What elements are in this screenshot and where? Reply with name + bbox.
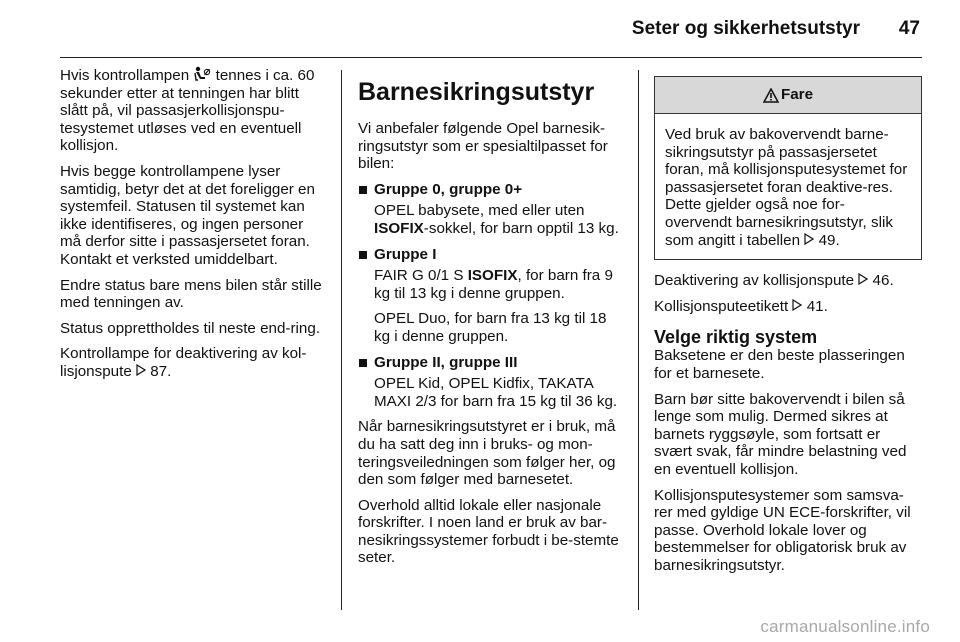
paragraph: Endre status bare mens bilen står stille med tenningen av. xyxy=(60,276,322,312)
page-number: 47 xyxy=(898,18,920,39)
xref-arrow-icon xyxy=(804,233,814,245)
warning-body: Ved bruk av bakovervendt barne-sikringsutstyr på passasjersetet foran, må kollisjonsputesystemet for passasjersetet foran deaktive-res. Dette gjelder også noe for-overvendt barnesikringsutstyr, slik som angitt i tabellen 49. xyxy=(665,126,908,249)
xref-arrow-icon xyxy=(858,273,868,285)
warning-box xyxy=(654,76,922,260)
section-heading: Barnesikringsutstyr xyxy=(358,78,595,106)
bullet-text: FAIR G 0/1 S ISOFIX, for barn fra 9 kg til 13 kg i denne gruppen. xyxy=(374,267,613,302)
bullet-text: OPEL Kid, OPEL Kidfix, TAKATA MAXI 2/3 for barn fra 15 kg til 36 kg. xyxy=(374,375,618,410)
bullet-label: Gruppe II, gruppe III xyxy=(374,353,518,371)
bullet-text: OPEL Duo, for barn fra 13 kg til 18 kg i denne gruppen. xyxy=(374,310,607,345)
list-item xyxy=(358,181,622,238)
column-divider-1 xyxy=(341,70,342,610)
bullet-label: Gruppe 0, gruppe 0+ xyxy=(374,180,523,198)
paragraph: Kontrollampe for deaktivering av kol-lisjonspute 87. xyxy=(60,345,307,380)
page-header xyxy=(60,0,922,58)
list-item xyxy=(358,354,622,411)
bullet-text: OPEL babysete, med eller uten ISOFIX-sokkel, for barn opptil 13 kg. xyxy=(374,202,619,237)
section-title: Seter og sikkerhetsutstyr xyxy=(631,18,860,39)
paragraph: Overhold alltid lokale eller nasjonale forskrifter. I noen land er bruk av bar-nesikringssystemer forbudt i be-stemte seter. xyxy=(358,496,619,567)
paragraph: Kollisjonsputesystemer som samsva-rer med gyldige UN ECE-forskrifter, vil passe. Overhold lokale lover og bestemmelser for obligatorisk bruk av barnesikringsutstyr. xyxy=(654,486,911,574)
column-divider-2 xyxy=(638,70,639,610)
column-3 xyxy=(654,66,922,582)
paragraph: Status opprettholdes til neste end-ring. xyxy=(60,319,321,337)
paragraph: Baksetene er den beste plasseringen for et barnesete. xyxy=(654,347,905,382)
page-link[interactable]: 49. xyxy=(818,231,840,249)
paragraph: Hvis begge kontrollampene lyser samtidig, betyr det at det foreligger en systemfeil. Statusen til systemet kan ikke identifiseres, og ingen personer må derfor sitte i passasjersetet foran. Kontakt et verksted umiddelbart. xyxy=(60,162,315,268)
page-link[interactable]: 41. xyxy=(806,297,828,315)
column-1 xyxy=(60,66,326,389)
bullet-icon xyxy=(359,251,367,259)
xref-arrow-icon xyxy=(792,299,802,311)
warning-triangle-icon xyxy=(763,88,779,103)
paragraph: Deaktivering av kollisjonspute 46. xyxy=(654,272,894,290)
xref-arrow-icon xyxy=(136,364,146,376)
paragraph: Hvis kontrollampen tennes i ca. 60 sekunder etter at tenningen har blitt slått på, vil passasjerkollisjonspu-tesystemet utløses ved en eventuell kollisjon. xyxy=(60,67,315,155)
list-item xyxy=(358,246,622,346)
column-2 xyxy=(358,66,622,575)
bullet-icon xyxy=(359,186,367,194)
paragraph: Vi anbefaler følgende Opel barnesik-ringsutstyr som er spesialtilpasset for bilen: xyxy=(358,120,608,173)
warning-title: Fare xyxy=(780,86,814,104)
airbag-off-icon xyxy=(193,66,211,82)
paragraph: Når barnesikringsutstyret er i bruk, må du ha satt deg inn i bruks- og mon-teringsveiledningen som følger her, og den som følger med barnesetet. xyxy=(358,418,616,489)
bullet-icon xyxy=(359,359,367,367)
page-link[interactable]: 87. xyxy=(150,362,172,380)
page-link[interactable]: 46. xyxy=(872,272,894,290)
paragraph: Barn bør sitte bakovervendt i bilen så lenge som mulig. Dermed sikres at barnets ryggsøyle, som fortsatt er svært svak, får mindre belastning ved en eventuell kollisjon. xyxy=(654,390,907,478)
warning-header xyxy=(655,77,921,114)
subsection-heading: Velge riktig system xyxy=(654,327,818,348)
watermark: carmanualsonline.info xyxy=(760,617,930,636)
paragraph: Kollisjonsputeetikett 41. xyxy=(654,297,828,315)
bullet-label: Gruppe I xyxy=(374,245,437,263)
